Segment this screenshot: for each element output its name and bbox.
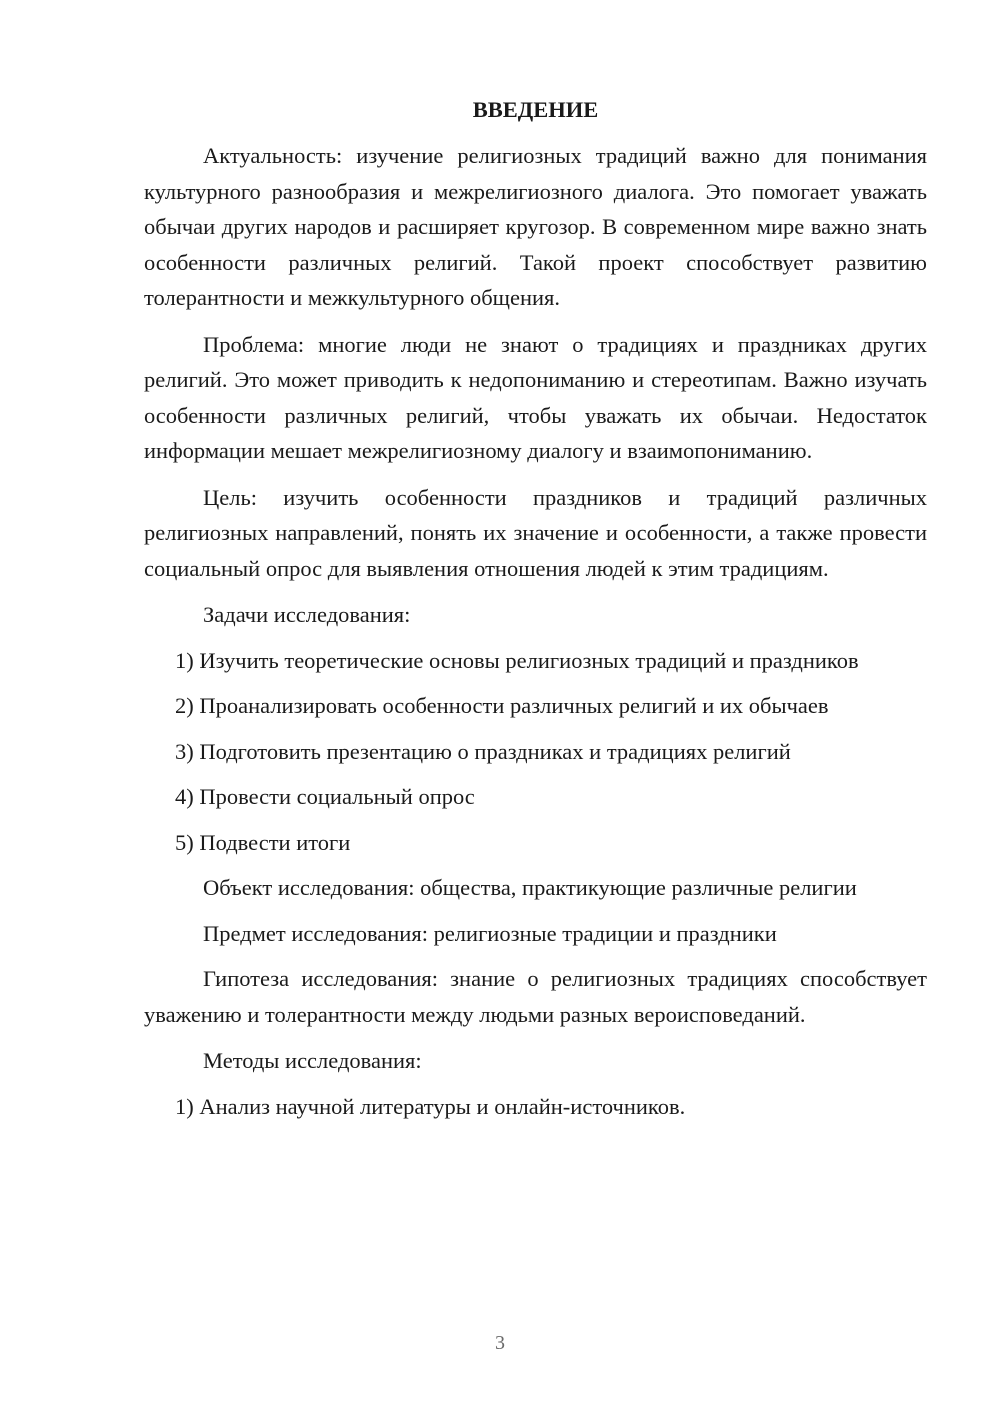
research-subject: Предмет исследования: религиозные традиции и праздники — [203, 920, 777, 946]
page-title: ВВЕДЕНИЕ — [472, 97, 599, 122]
hypothesis-paragraph: Гипотеза исследования: знание о религиозных традициях способствует уважению и толерантности между людьми разных вероисповеданий. — [144, 966, 927, 1027]
task-item: 2) Проанализировать особенности различных религий и их обычаев — [175, 693, 829, 718]
tasks-heading: Задачи исследования: — [203, 602, 411, 627]
task-item: 3) Подготовить презентацию о праздниках и традициях религий — [175, 738, 791, 764]
relevance-paragraph: Актуальность: изучение религиозных традиций важно для понимания культурного разнообразия и межрелигиозного диалога. Это помогает уважать обычаи других народов и расширяет кругозор. В современном мире важно знать особенности различных религий. Такой проект способствует развитию толерантности и межкультурного общения. — [144, 143, 927, 310]
method-item: 1) Анализ научной литературы и онлайн-источников. — [175, 1093, 686, 1119]
goal-paragraph: Цель: изучить особенности праздников и традиций различных религиозных направлений, понять их значение и особенности, а также провести социальный опрос для выявления отношения людей к этим традициям. — [144, 484, 927, 581]
task-item: 5) Подвести итоги — [175, 829, 351, 855]
methods-heading: Методы исследования: — [203, 1048, 422, 1073]
task-item: 1) Изучить теоретические основы религиозных традиций и праздников — [175, 647, 859, 673]
problem-paragraph: Проблема: многие люди не знают о традициях и праздниках других религий. Это может приводить к недопониманию и стереотипам. Важно изучать особенности различных религий, чтобы уважать их обычаи. Недостаток информации мешает межрелигиозному диалогу и взаимопониманию. — [144, 331, 927, 463]
document-page — [144, 92, 927, 1134]
research-object: Объект исследования: общества, практикующие различные религии — [203, 875, 857, 900]
task-item: 4) Провести социальный опрос — [175, 784, 475, 809]
page-number: 3 — [495, 1332, 505, 1354]
